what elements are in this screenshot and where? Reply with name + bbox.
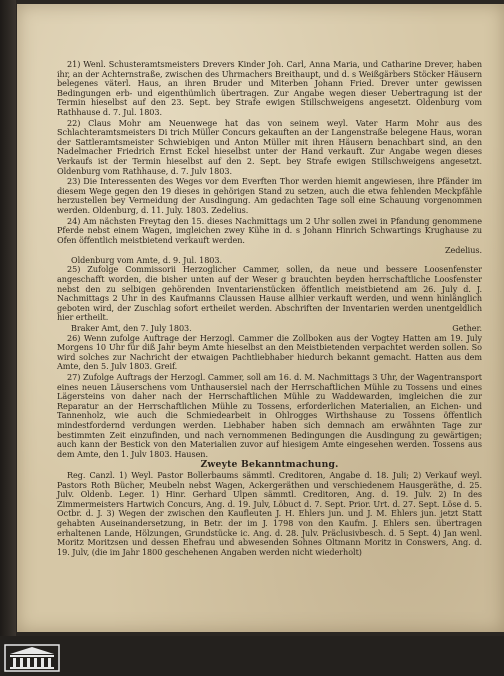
library-building-icon (4, 644, 60, 672)
notice-paragraph: 24) Am nächsten Freytag den 15. dieses Nachmittags um 2 Uhr sollen zwei in Pfandung genommene Pferde nebst einem Wagen, imgleichen zwey Kühe in d. s Johann Hinrich Schwartings Krughause zu Ofen öffentlich meistbietend verkauft werden. (57, 215, 482, 245)
notice-paragraph: Reg. Canzl. 1) Weyl. Pastor Bollerbaums sämmtl. Creditoren, Angabe d. 18. Juli; 2) Verkauf weyl. Pastors Roth Bücher, Meubeln nebst Wagen, Ackergeräthen und verschiedenem Hausgeräthe, d. 25. Julv. Oldenb. Leger. 1) Hinr. Gerhard Ulpen sämmtl. Creditoren, Ang. d. 19. Julv. 2) In des Zimmermeisters Hartwich Concurs, Ang. d. 19. Julv, Löbuct d. 7. Sept. Prior. Urt. d. 27. Sept. Löse d. 5. Octbr. d. J. 3) Wegen der zwischen den Kaufleuten J. H. Ehlers jun. und J. M. Ehlers jun. jetzt Statt gehabten Auseinandersetzung, in Betr. der im J. 1798 von den Kaufm. J. Ehlers sen. übertragen erhaltenen Lande, Hölzungen, Grundstücke ic. Ang. d. 28. Julv. Präclusivbesch. d. 5 Sept. 4) Jan wenl. Moritz Moritzsen und dessen Ehefrau und abwesenden Sohnes Oltmann Moritz in Conswers, Ang. d. 19. Julv, (die im Jahr 1800 geschehenen Angaben werden nicht wiederholt) (57, 469, 482, 557)
notice-paragraph: 22) Claus Mohr am Neuenwege hat das von seinem weyl. Vater Harm Mohr aus des Schlachteramtsmeisters Di trich Müller Concurs gekauften an der Langenstraße belegene Haus, woran der Sattleramtsmeister Schwiebigen und Anton Müller mit ihren Häusern benachbart sind, an den Nadelmacher Friedrich Ernst Eckel hieselbst unter der Hand verkauft. Zur Angabe wegen dieses Verkaufs ist der Termin hieselbst auf den 2. Sept. bey Strafe ewigen Stillschweigens angesetzt. Oldenburg vom Rathhause, d. 7. Julv 1803. (57, 117, 482, 176)
signature-line: Zedelius. (444, 245, 482, 256)
document-page (17, 4, 504, 632)
notice-paragraph: 26) Wenn zufolge Auftrage der Herzogl. Cammer die Zollboken aus der Vogtey Hatten am 19. July Morgens 10 Uhr für diß Jahr beym Amte hieselbst an den Meistbietenden verpachtet werden sollen. So wird solches zur Nachricht der etwaigen Pachtliebhaber hiedurch bekannt gemacht. Hatten aus dem Amte, den 5. Julv 1803. Greif. (57, 332, 482, 372)
notice-paragraph: 27) Zufolge Auftrags der Herzogl. Cammer, soll am 16. d. M. Nachmittags 3 Uhr, der Wagentransport eines neuen Läuserschens vom Unthausersiel nach der Herrschaftlichen Mühle zu Tossens und eines Lägersteins von daher nach der Herrschaftlichen Mühle zu Waddewarden, imgleichen die zur Reparatur an der Herrschaftlichen Mühle zu Tossens, erforderlichen Materialien, an Eichen- und Tannenholz, wie auch die Schmiedearbeit in Ohlrogges Wirthshause zu Tossens öffentlich mindestfordernd verdungen werden. Liebhaber haben sich demnach am erwähnten Tage zur bestimmten Zeit einzufinden, und nach vernommenen Bedingungen die Ausdingung zu gewärtigen; auch kann der Bestick von den Materialien zuvor auf hiesigem Amte eingesehen werden. Tossens aus dem Amte, den 1. Julv 1803. Hausen. (57, 372, 482, 459)
notice-paragraph: 25) Zufolge Commissorii Herzoglicher Cammer, sollen, da neue und bessere Loosenfenster angeschafft worden, die bisher unten auf der Weser g brauchten beyden herrschaftliche Loosfenster nebst den zu selbigen gehörenden Inventarienstücken öffentlich meistbietend am 26. July d. J. Nachmittags 2 Uhr in des Kaufmanns Claussen Hause allhier verkauft werden, und wenn hinlänglich geboten wird, der Zuschlag sofort ertheilet werden. Abschriften der Inventarien werden unentgeldlich hier ertheilt. (57, 264, 482, 323)
signature-line: Oldenburg vom Amte, d. 9. Jul. 1803. (71, 254, 223, 265)
signature-name: Gether. (452, 323, 482, 334)
notice-paragraph: 23) Die Interessenten des Weges vor dem Everften Thor werden hiemit angewiesen, ihre Pfänder im diesem Wege gegen den 19 dieses in gehörigen Stand zu setzen, auch die etwa fehlenden Meckpfähle herzustellen bey Vermeidung der Ausdingung. Am gedachten Tage soll eine Schauung vorgenommen werden. Oldenburg, d. 11. July. 1803. Zedelius. (57, 176, 482, 215)
section-heading: Zweyte Bekanntmachung. (200, 459, 339, 471)
signature-place-date: Braker Amt, den 7. July 1803. (71, 323, 192, 334)
notice-paragraph: 21) Wenl. Schusteramtsmeisters Drevers Kinder Joh. Carl, Anna Maria, und Catharine Drever, haben ihr, an der Achternstraße, zwischen des Uhrmachers Breithaupt, und d. s Weißgärbers Stöcker Häusern belegenes väterl. Haus, an ihren Bruder und Miterben Johann Fried. Drever unter gewissen Bedingungen erb- und eigenthümlich übertragen. Zur Angabe wegen dieser Uebertragung ist der Termin hieselbst auf den 23. Sept. bey Strafe ewigen Stillschweigens angesetzt. Oldenburg vom Rathhause d. 7. Jul. 1803. (57, 59, 482, 117)
viewer-footer (0, 636, 504, 676)
document-text (57, 60, 482, 558)
binding-gutter (0, 0, 16, 640)
